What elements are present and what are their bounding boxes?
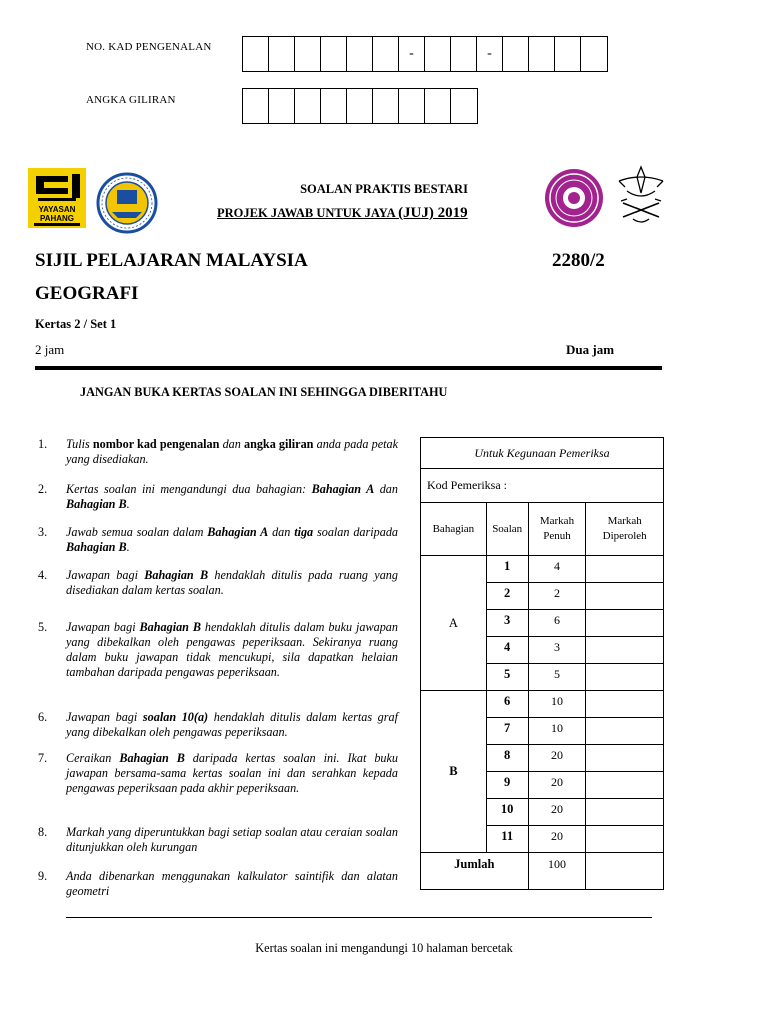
- full-mark: 6: [528, 610, 586, 637]
- obtained-mark-cell[interactable]: [586, 691, 664, 718]
- question-number: 8: [486, 745, 528, 772]
- instruction-segment: Bahagian A: [311, 482, 375, 496]
- header-divider: [35, 366, 662, 370]
- question-number: 7: [486, 718, 528, 745]
- instruction-item: [38, 710, 398, 740]
- svg-text:PAHANG: PAHANG: [39, 214, 75, 223]
- ic-box[interactable]: [555, 37, 581, 71]
- obtained-mark-cell[interactable]: [586, 610, 664, 637]
- instruction-item: [38, 751, 398, 796]
- instruction-segment: nombor kad pengenalan: [92, 437, 220, 451]
- instruction-item: [38, 437, 398, 467]
- paper-code: 2280/2: [552, 250, 605, 271]
- instruction-item: [38, 568, 398, 598]
- obtained-mark-cell[interactable]: [586, 799, 664, 826]
- obtained-mark-cell[interactable]: [586, 718, 664, 745]
- question-number: 5: [486, 664, 528, 691]
- instruction-number: 9.: [38, 869, 48, 883]
- project-title: [217, 205, 468, 222]
- instruction-number: 7.: [38, 751, 48, 765]
- instruction-segment: Bahagian B: [144, 568, 209, 582]
- instruction-number: 5.: [38, 620, 48, 634]
- instruction-number: 6.: [38, 710, 48, 724]
- index-box[interactable]: [321, 89, 347, 123]
- instruction-segment: .: [126, 540, 130, 554]
- instruction-text: [66, 525, 398, 555]
- col-full-marks: [528, 503, 586, 556]
- instruction-segment: .: [126, 497, 130, 511]
- obtained-mark-cell[interactable]: [586, 826, 664, 853]
- col-section: Bahagian: [421, 503, 487, 556]
- exam-name: SIJIL PELAJARAN MALAYSIA: [35, 250, 308, 271]
- instruction-segment: Bahagian A: [207, 525, 269, 539]
- index-box[interactable]: [269, 89, 295, 123]
- col-obtained-marks: [586, 503, 664, 556]
- instruction-item: [38, 482, 398, 512]
- full-mark: 4: [528, 556, 586, 583]
- full-mark: 20: [528, 745, 586, 772]
- instruction-text: [66, 568, 398, 598]
- obtained-mark-cell[interactable]: [586, 772, 664, 799]
- instruction-number: 3.: [38, 525, 48, 539]
- full-mark: 20: [528, 772, 586, 799]
- instruction-segment: soalan 10(a): [142, 710, 209, 724]
- total-obtained-cell[interactable]: [586, 853, 664, 890]
- project-title-text: PROJEK JAWAB UNTUK JAYA: [217, 206, 399, 220]
- instruction-segment: dan: [268, 525, 295, 539]
- instruction-item: [38, 525, 398, 555]
- instruction-text: [66, 620, 398, 680]
- full-mark: 10: [528, 691, 586, 718]
- ic-box[interactable]: [321, 37, 347, 71]
- full-mark: 2: [528, 583, 586, 610]
- obtained-mark-cell[interactable]: [586, 745, 664, 772]
- instruction-number: 4.: [38, 568, 48, 582]
- full-mark: 10: [528, 718, 586, 745]
- ic-number-boxes[interactable]: [242, 36, 608, 72]
- instruction-item: [38, 869, 398, 899]
- instruction-segment: Tulis: [66, 437, 93, 451]
- question-number: 4: [486, 637, 528, 664]
- warning-text: JANGAN BUKA KERTAS SOALAN INI SEHINGGA DIBERITAHU: [80, 385, 448, 399]
- index-box[interactable]: [373, 89, 399, 123]
- footer-divider: [66, 917, 652, 918]
- instruction-text: [66, 710, 398, 740]
- ic-label: NO. KAD PENGENALAN: [86, 41, 212, 53]
- question-number: 10: [486, 799, 528, 826]
- obtained-mark-cell[interactable]: [586, 556, 664, 583]
- ic-box[interactable]: [581, 37, 607, 71]
- page-count-note: Kertas soalan ini mengandungi 10 halaman bercetak: [255, 941, 513, 955]
- instruction-segment: tiga: [294, 525, 314, 539]
- table-row: [421, 691, 664, 718]
- question-number: 9: [486, 772, 528, 799]
- total-value: 100: [528, 853, 586, 890]
- instruction-segment: Markah yang diperuntukkan bagi setiap soalan atau ceraian soalan ditunjukkan oleh kurungan: [66, 825, 398, 854]
- col-question: Soalan: [486, 503, 528, 556]
- svg-text:YAYASAN: YAYASAN: [38, 205, 76, 214]
- instruction-segment: Jawab semua soalan dalam: [66, 525, 208, 539]
- instruction-segment: daripada kertas soalan ini. Ikat buku jawapan bersama-sama kertas soalan ini dan serahkan kepada pengawas peperiksaan pada akhir peperiksaan.: [66, 751, 399, 795]
- index-box[interactable]: [425, 89, 451, 123]
- total-label: Jumlah: [421, 853, 529, 890]
- ic-box[interactable]: [295, 37, 321, 71]
- project-title-year: (JUJ) 2019: [398, 205, 468, 221]
- instruction-text: [66, 869, 398, 899]
- subject-title: GEOGRAFI: [35, 283, 139, 304]
- index-box[interactable]: [243, 89, 269, 123]
- instruction-text: [66, 437, 398, 467]
- instruction-segment: Bahagian B: [139, 620, 202, 634]
- instruction-text: [66, 825, 398, 855]
- ic-box[interactable]: [347, 37, 373, 71]
- instruction-text: [66, 751, 398, 796]
- instruction-text: [66, 482, 398, 512]
- ic-box[interactable]: -: [399, 37, 425, 71]
- instruction-segment: Ceraikan: [66, 751, 120, 765]
- full-mark: 5: [528, 664, 586, 691]
- instruction-segment: Jawapan bagi: [66, 620, 140, 634]
- instruction-item: [38, 825, 398, 855]
- col-obtained-line2: Diperoleh: [602, 530, 647, 542]
- instruction-segment: Bahagian B: [119, 751, 185, 765]
- instruction-segment: Bahagian B: [66, 497, 127, 511]
- instruction-segment: Jawapan bagi: [66, 568, 145, 582]
- full-mark: 20: [528, 799, 586, 826]
- question-number: 3: [486, 610, 528, 637]
- instruction-segment: hendaklah ditulis dalam buku jawapan yang dibekalkan oleh pengawas peperiksaan. Sekiranya ruang dalam buku jawapan tidak mencukupi, sila dapatkan helaian tambahan daripada pengawas peperiksaan.: [66, 620, 398, 679]
- obtained-mark-cell[interactable]: [586, 664, 664, 691]
- full-mark: 3: [528, 637, 586, 664]
- instruction-segment: Anda dibenarkan menggunakan kalkulator saintifik dan alatan geometri: [66, 869, 398, 898]
- index-box[interactable]: [347, 89, 373, 123]
- index-box[interactable]: [451, 89, 477, 123]
- paper-set: Kertas 2 / Set 1: [35, 317, 117, 331]
- col-full-line1: Markah: [539, 515, 575, 527]
- ic-box[interactable]: [373, 37, 399, 71]
- question-number: 2: [486, 583, 528, 610]
- instruction-segment: dan: [374, 482, 398, 496]
- ic-box[interactable]: [425, 37, 451, 71]
- ic-box[interactable]: [269, 37, 295, 71]
- index-label: ANGKA GILIRAN: [86, 94, 176, 106]
- instruction-segment: hendaklah ditulis pada ruang yang disediakan dalam kertas soalan.: [66, 568, 398, 597]
- index-box[interactable]: [399, 89, 425, 123]
- purple-circle-logo-icon: [543, 167, 605, 229]
- instruction-segment: dan: [219, 437, 244, 451]
- ic-box[interactable]: [451, 37, 477, 71]
- instruction-segment: Bahagian B: [66, 540, 127, 554]
- instruction-item: [38, 620, 398, 680]
- instruction-segment: anda pada petak yang disediakan.: [66, 437, 398, 466]
- ic-box[interactable]: -: [477, 37, 503, 71]
- instruction-segment: angka giliran: [243, 437, 314, 451]
- duration-words: Dua jam: [566, 342, 615, 357]
- instruction-number: 8.: [38, 825, 48, 839]
- ic-box[interactable]: [529, 37, 555, 71]
- examiner-table: [420, 437, 664, 890]
- table-row: [421, 556, 664, 583]
- instruction-number: 2.: [38, 482, 48, 496]
- col-full-line2: Penuh: [543, 530, 571, 542]
- question-number: 1: [486, 556, 528, 583]
- ic-box[interactable]: [243, 37, 269, 71]
- col-obtained-line1: Markah: [607, 515, 642, 527]
- instruction-number: 1.: [38, 437, 48, 451]
- practice-title: SOALAN PRAKTIS BESTARI: [300, 182, 468, 196]
- instruction-segment: soalan daripada: [313, 525, 399, 539]
- instruction-segment: Jawapan bagi: [66, 710, 143, 724]
- section-label: B: [421, 691, 487, 853]
- obtained-mark-cell[interactable]: [586, 637, 664, 664]
- duration: 2 jam: [35, 342, 65, 357]
- question-number: 6: [486, 691, 528, 718]
- yayasan-pahang-logo: [28, 168, 86, 228]
- full-mark: 20: [528, 826, 586, 853]
- question-number: 11: [486, 826, 528, 853]
- examiner-code: Kod Pemeriksa :: [421, 469, 664, 503]
- index-number-boxes[interactable]: [242, 88, 478, 124]
- section-label: A: [421, 556, 487, 691]
- index-box[interactable]: [295, 89, 321, 123]
- ic-box[interactable]: [503, 37, 529, 71]
- examiner-heading: Untuk Kegunaan Pemeriksa: [421, 438, 664, 469]
- obtained-mark-cell[interactable]: [586, 583, 664, 610]
- instruction-segment: hendaklah ditulis dalam kertas graf yang dibekalkan oleh pengawas peperiksaan.: [66, 710, 398, 739]
- instruction-segment: Kertas soalan ini mengandungi dua bahagian:: [66, 482, 312, 496]
